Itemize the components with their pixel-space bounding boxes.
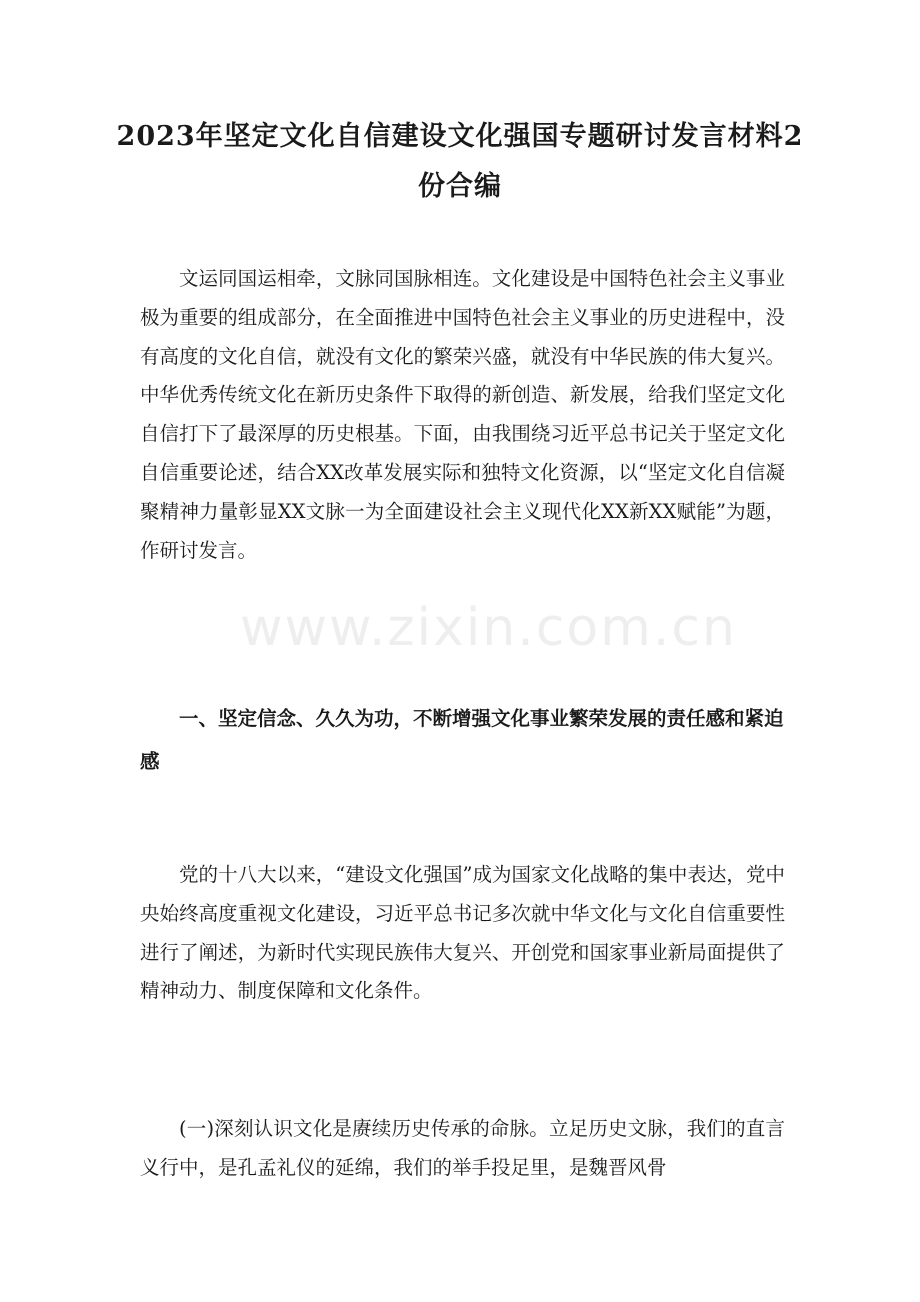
- subsection-1-paragraph: (一)深刻认识文化是赓续历史传承的命脉。立足历史文脉，我们的直言义行中，是孔孟礼仪的延绵，我们的举手投足里，是魏晋风骨: [140, 1117, 785, 1179]
- document-title: 2023年坚定文化自信建设文化强国专题研讨发言材料2份合编: [116, 121, 804, 202]
- watermark-text: www.zixin.com.cn: [240, 598, 737, 658]
- intro-paragraph: 文运同国运相牵，文脉同国脉相连。文化建设是中国特色社会主义事业极为重要的组成部分，在全面推进中国特色社会主义事业的历史进程中，没有高度的文化自信，就没有文化的繁荣兴盛，就没有中华民族的伟大复兴。中华优秀传统文化在新历史条件下取得的新创造、新发展，给我们坚定文化自信打下了最深厚的历史根基。下面，由我围绕习近平总书记关于坚定文化自信重要论述，结合XX改革发展实际和独特文化资源，以“坚定文化自信凝聚精神力量彰显XX文脉一为全面建设社会主义现代化XX新XX赋能”为题，作研讨发言。: [140, 267, 785, 562]
- section-heading-1: 一、坚定信念、久久为功，不断增强文化事业繁荣发展的责任感和紧迫感: [140, 707, 784, 773]
- section-1-paragraph: 党的十八大以来，“建设文化强国”成为国家文化战略的集中表达，党中央始终高度重视文化建设，习近平总书记多次就中华文化与文化自信重要性进行了阐述，为新时代实现民族伟大复兴、开创党和国家事业新局面提供了精神动力、制度保障和文化条件。: [140, 863, 785, 1003]
